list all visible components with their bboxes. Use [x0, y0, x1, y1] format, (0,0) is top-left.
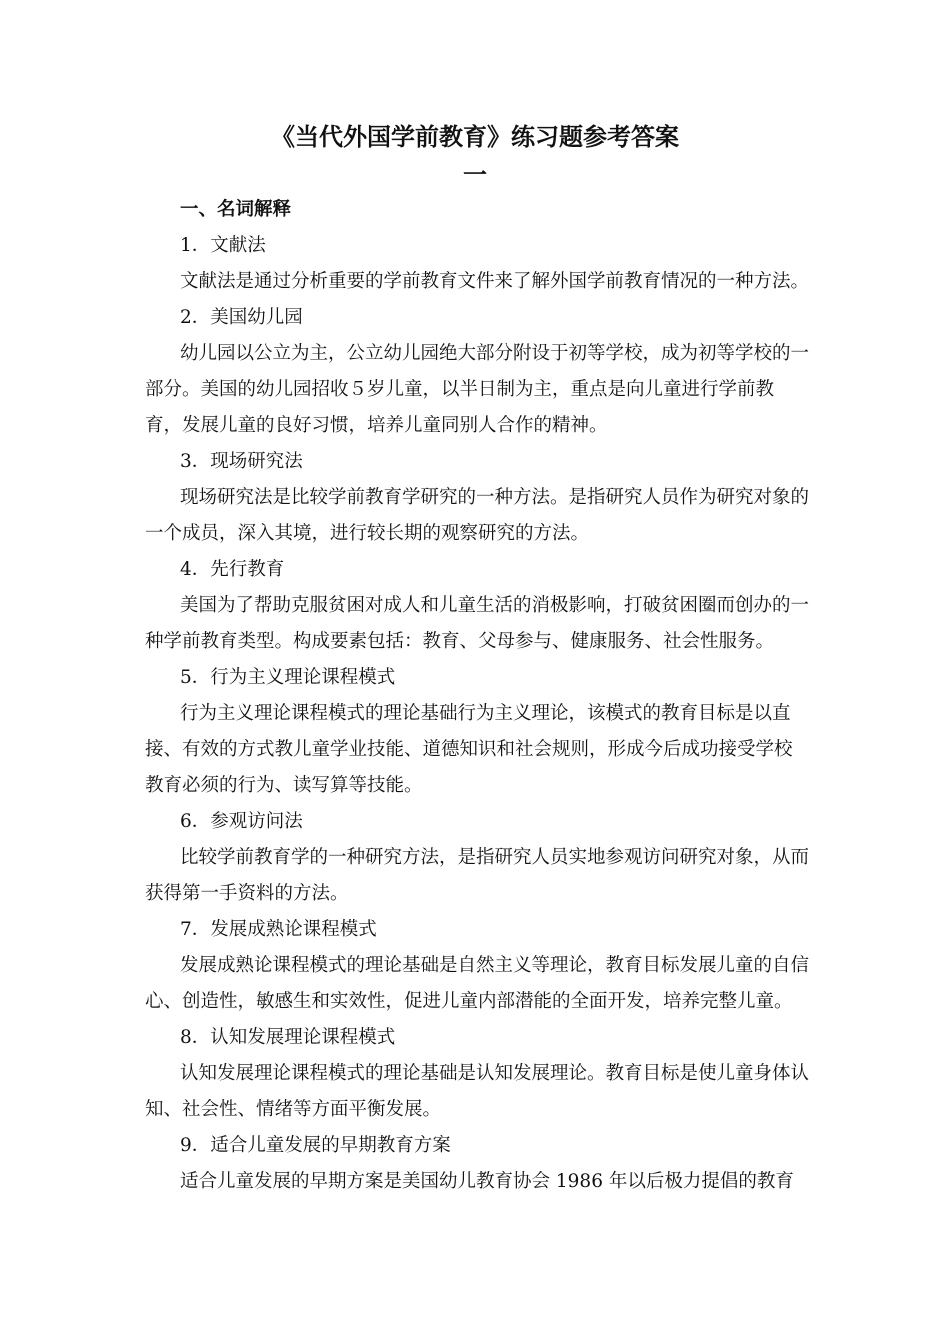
term-definition: 现场研究法是比较学前教育学研究的一种方法。是指研究人员作为研究对象的一个成员，深入其境，进行较长期的观察研究的方法。: [145, 487, 810, 544]
term-heading: 6．参观访问法: [180, 811, 303, 832]
term-definition: 行为主义理论课程模式的理论基础行为主义理论，该模式的教育目标是以直接、有效的方式教儿童学业技能、道德知识和社会规则，形成今后成功接受学校教育必须的行为、读写算等技能。: [145, 703, 793, 796]
section-heading: 一、名词解释: [180, 199, 292, 220]
term-heading: 8．认知发展理论课程模式: [180, 1027, 396, 1048]
term-definition: 美国为了帮助克服贫困对成人和儿童生活的消极影响，打破贫困圈而创办的一种学前教育类型。构成要素包括：教育、父母参与、健康服务、社会性服务。: [145, 595, 810, 652]
term-definition: 比较学前教育学的一种研究方法，是指研究人员实地参观访问研究对象，从而获得第一手资料的方法。: [145, 847, 810, 904]
term-definition: 幼儿园以公立为主，公立幼儿园绝大部分附设于初等学校，成为初等学校的一部分。美国的幼儿园招收５岁儿童，以半日制为主，重点是向儿童进行学前教育，发展儿童的良好习惯，培养儿童同别人合作的精神。: [145, 343, 810, 436]
term-definition: 认知发展理论课程模式的理论基础是认知发展理论。教育目标是使儿童身体认知、社会性、情绪等方面平衡发展。: [145, 1063, 810, 1120]
term-heading: 9．适合儿童发展的早期教育方案: [180, 1135, 451, 1156]
document-body: [145, 192, 810, 1200]
term-definition: 发展成熟论课程模式的理论基础是自然主义等理论，教育目标发展儿童的自信心、创造性，敏感生和实效性，促进儿童内部潜能的全面开发，培养完整儿童。: [145, 955, 810, 1012]
term-heading: 5．行为主义理论课程模式: [180, 667, 396, 688]
document-subtitle: 一: [463, 160, 487, 189]
document-title: 《当代外国学前教育》练习题参考答案: [271, 122, 679, 151]
term-heading: 7．发展成熟论课程模式: [180, 919, 377, 940]
term-definition: 适合儿童发展的早期方案是美国幼儿教育协会 1986 年以后极力提倡的教育: [180, 1171, 794, 1192]
term-heading: 3．现场研究法: [180, 451, 303, 472]
term-heading: 1．文献法: [180, 235, 266, 256]
term-definition: 文献法是通过分析重要的学前教育文件来了解外国学前教育情况的一种方法。: [180, 271, 810, 292]
term-heading: 2．美国幼儿园: [180, 307, 303, 328]
term-heading: 4．先行教育: [180, 559, 285, 580]
